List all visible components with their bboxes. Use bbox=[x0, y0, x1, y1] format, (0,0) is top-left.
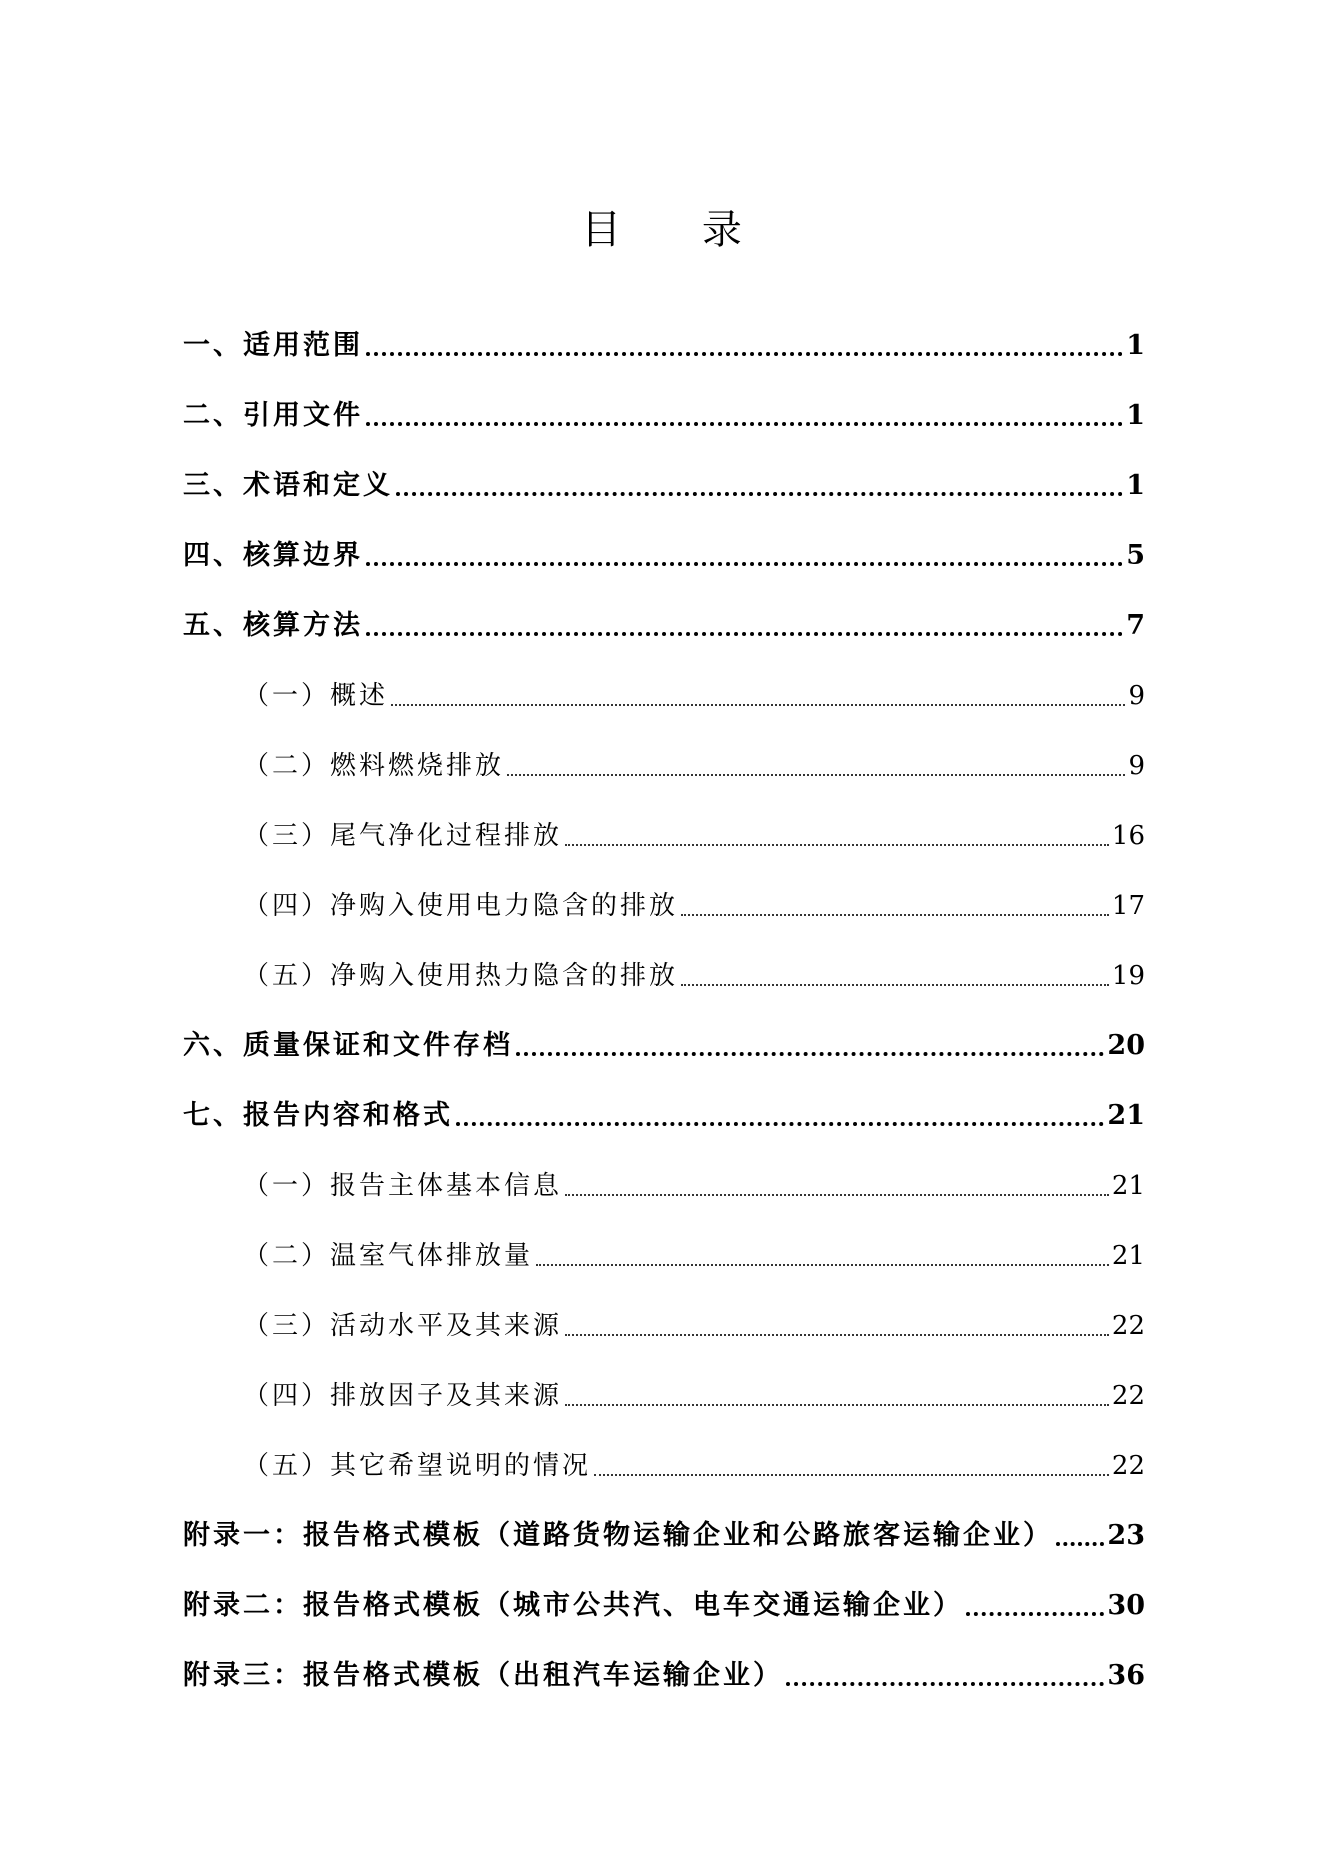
toc-dot-leader bbox=[966, 1612, 1104, 1616]
toc-dot-leader bbox=[1056, 1542, 1104, 1546]
toc-dot-leader bbox=[565, 844, 1109, 846]
toc-subentry[interactable] bbox=[183, 740, 1145, 786]
toc-entry-label: （二）燃料燃烧排放 bbox=[243, 751, 505, 781]
toc-dot-leader bbox=[366, 352, 1123, 356]
toc-entry-page: 9 bbox=[1128, 681, 1145, 711]
toc-subentry[interactable] bbox=[183, 810, 1145, 856]
toc-subentry[interactable] bbox=[183, 950, 1145, 996]
toc-entry-page: 21 bbox=[1107, 1100, 1145, 1131]
toc-entry-label: 附录二：报告格式模板（城市公共汽、电车交通运输企业） bbox=[183, 1590, 963, 1621]
page-title: 目 录 bbox=[581, 207, 776, 253]
toc-entry[interactable] bbox=[183, 1020, 1145, 1066]
toc-entry-label: 附录三：报告格式模板（出租汽车运输企业） bbox=[183, 1660, 783, 1691]
toc-entry-page: 1 bbox=[1126, 470, 1145, 501]
toc-entry[interactable] bbox=[183, 1650, 1145, 1696]
toc-subentry[interactable] bbox=[183, 1160, 1145, 1206]
toc-entry-label: （四）排放因子及其来源 bbox=[243, 1381, 563, 1411]
toc-dot-leader bbox=[516, 1052, 1104, 1056]
toc-entry-page: 16 bbox=[1111, 821, 1145, 851]
toc-dot-leader bbox=[391, 704, 1125, 706]
toc-entry-page: 5 bbox=[1126, 540, 1145, 571]
toc-dot-leader bbox=[366, 422, 1123, 426]
toc-entry-label: （三）尾气净化过程排放 bbox=[243, 821, 563, 851]
toc-entry-label: 一、适用范围 bbox=[183, 330, 363, 361]
toc-dot-leader bbox=[681, 984, 1109, 986]
toc-entry-label: 五、核算方法 bbox=[183, 610, 363, 641]
toc-entry-label: （二）温室气体排放量 bbox=[243, 1241, 534, 1271]
toc-entry[interactable] bbox=[183, 320, 1145, 366]
toc-entry-page: 30 bbox=[1107, 1590, 1145, 1621]
toc-dot-leader bbox=[366, 562, 1123, 566]
toc-dot-leader bbox=[456, 1122, 1104, 1126]
toc-dot-leader bbox=[594, 1474, 1109, 1476]
toc-subentry[interactable] bbox=[183, 1230, 1145, 1276]
toc-dot-leader bbox=[565, 1334, 1109, 1336]
toc-entry[interactable] bbox=[183, 1090, 1145, 1136]
toc-entry[interactable] bbox=[183, 390, 1145, 436]
toc-dot-leader bbox=[366, 632, 1123, 636]
toc-entry-page: 1 bbox=[1126, 330, 1145, 361]
toc-subentry[interactable] bbox=[183, 1300, 1145, 1346]
toc-dot-leader bbox=[536, 1264, 1109, 1266]
toc-dot-leader bbox=[565, 1194, 1109, 1196]
toc-entry-label: （三）活动水平及其来源 bbox=[243, 1311, 563, 1341]
toc-entry-page: 36 bbox=[1107, 1660, 1145, 1691]
toc-subentry[interactable] bbox=[183, 670, 1145, 716]
toc-dot-leader bbox=[681, 914, 1109, 916]
toc-dot-leader bbox=[396, 492, 1123, 496]
toc-entry-page: 21 bbox=[1111, 1241, 1145, 1271]
toc-entry-page: 21 bbox=[1111, 1171, 1145, 1201]
toc-entry-label: （四）净购入使用电力隐含的排放 bbox=[243, 891, 679, 921]
toc-entry-page: 7 bbox=[1126, 610, 1145, 641]
toc-entry-label: （一）报告主体基本信息 bbox=[243, 1171, 563, 1201]
toc-dot-leader bbox=[565, 1404, 1109, 1406]
toc-entry[interactable] bbox=[183, 530, 1145, 576]
toc-entry-page: 22 bbox=[1111, 1381, 1145, 1411]
toc-entry-page: 22 bbox=[1111, 1311, 1145, 1341]
toc-subentry[interactable] bbox=[183, 1440, 1145, 1486]
toc-entry-page: 23 bbox=[1107, 1520, 1145, 1551]
toc-entry-label: 六、质量保证和文件存档 bbox=[183, 1030, 513, 1061]
toc-subentry[interactable] bbox=[183, 1370, 1145, 1416]
toc-entry-label: （五）其它希望说明的情况 bbox=[243, 1451, 592, 1481]
toc-entry-label: 四、核算边界 bbox=[183, 540, 363, 571]
toc-entry-page: 9 bbox=[1128, 751, 1145, 781]
toc-entry-page: 1 bbox=[1126, 400, 1145, 431]
toc-entry-label: （一）概述 bbox=[243, 681, 389, 711]
toc-entry-page: 17 bbox=[1111, 891, 1145, 921]
toc-entry-label: 附录一：报告格式模板（道路货物运输企业和公路旅客运输企业） bbox=[183, 1520, 1053, 1551]
toc-entry[interactable] bbox=[183, 1580, 1145, 1626]
toc-entry-page: 22 bbox=[1111, 1451, 1145, 1481]
toc-entry[interactable] bbox=[183, 1510, 1145, 1556]
toc-entry-label: 二、引用文件 bbox=[183, 400, 363, 431]
toc-entry-page: 19 bbox=[1111, 961, 1145, 991]
toc-entry[interactable] bbox=[183, 460, 1145, 506]
toc-entry-label: 七、报告内容和格式 bbox=[183, 1100, 453, 1131]
toc-subentry[interactable] bbox=[183, 880, 1145, 926]
toc-dot-leader bbox=[786, 1682, 1104, 1686]
toc-entry-label: 三、术语和定义 bbox=[183, 470, 393, 501]
toc-entry-page: 20 bbox=[1107, 1030, 1145, 1061]
toc-entry-label: （五）净购入使用热力隐含的排放 bbox=[243, 961, 679, 991]
toc-entry[interactable] bbox=[183, 600, 1145, 646]
toc-dot-leader bbox=[507, 774, 1125, 776]
